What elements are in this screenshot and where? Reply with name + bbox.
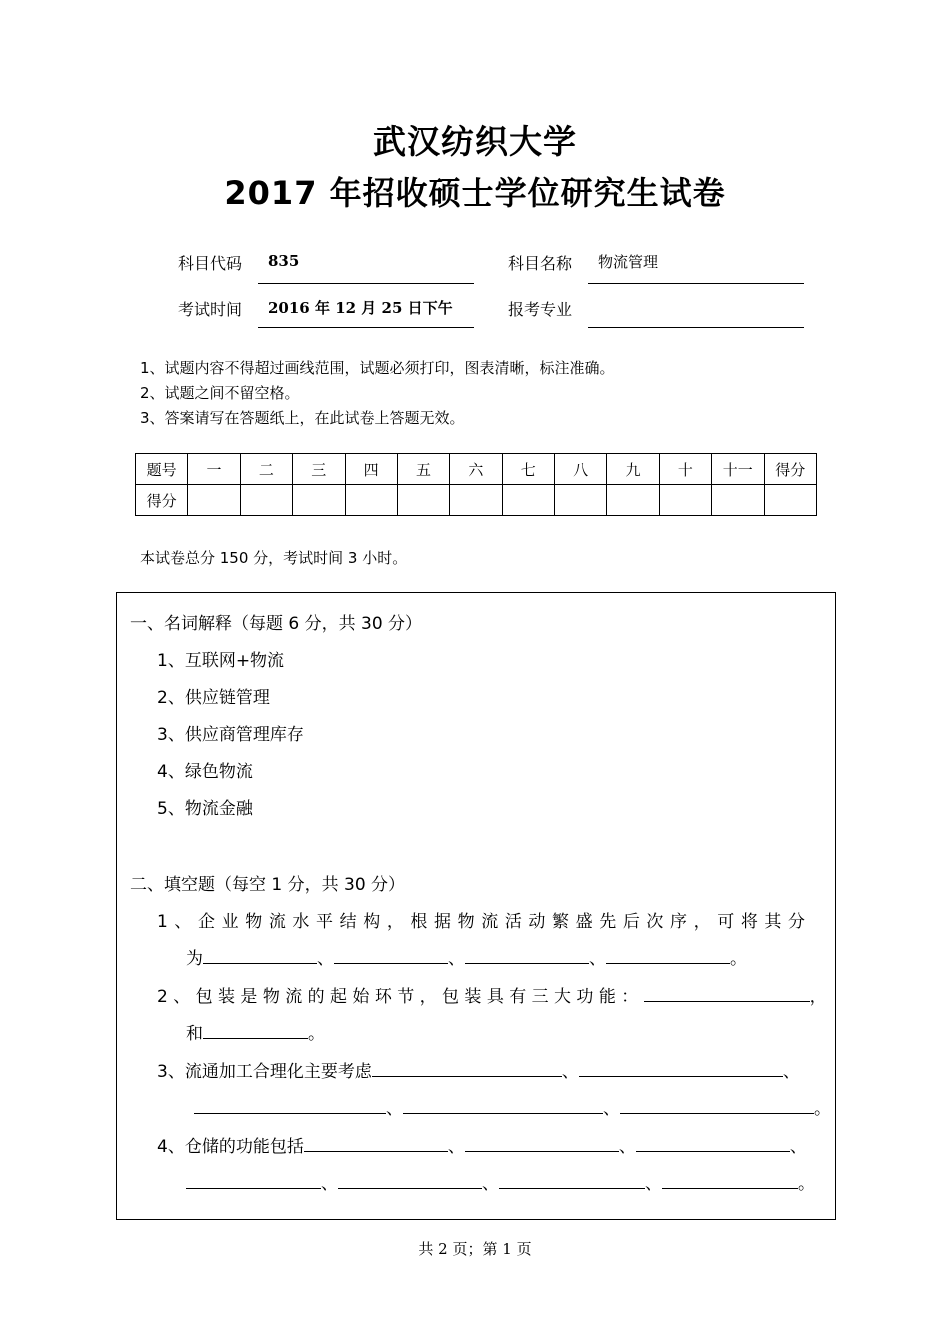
comma: ， <box>809 987 827 1007</box>
note-2: 2、试题之间不留空格。 <box>140 384 300 402</box>
score-header-cell: 九 <box>607 454 659 485</box>
score-row-label: 得分 <box>136 485 188 516</box>
end-mark: 。 <box>798 1174 815 1194</box>
q4-blank-1 <box>304 1133 448 1152</box>
q1-text: 1、企业物流水平结构，根据物流活动繁盛先后次序，可将其分 <box>157 912 812 932</box>
score-cell <box>188 485 240 516</box>
section1-title: 一、名词解释（每题 6 分，共 30 分） <box>130 614 423 634</box>
total-note: 本试卷总分 150 分，考试时间 3 小时。 <box>140 549 408 567</box>
exam-time-underline <box>258 327 474 328</box>
score-table-header-row <box>136 454 817 485</box>
score-cell <box>555 485 607 516</box>
subject-name-value: 物流管理 <box>598 253 659 271</box>
separator: 、 <box>321 1174 338 1194</box>
score-cell <box>502 485 554 516</box>
score-header-cell: 二 <box>240 454 292 485</box>
end-mark: 。 <box>814 1099 831 1119</box>
note-3: 3、答案请写在答题纸上，在此试卷上答题无效。 <box>140 409 465 427</box>
separator: 、 <box>789 1137 807 1157</box>
section1-item-4: 4、绿色物流 <box>157 762 253 782</box>
university-title: 武汉纺织大学 <box>373 122 577 161</box>
score-cell <box>712 485 764 516</box>
q3-blank-3 <box>194 1095 386 1114</box>
separator: 、 <box>782 1062 800 1082</box>
score-header-cell: 十 <box>659 454 711 485</box>
score-header-cell: 五 <box>397 454 449 485</box>
score-cell <box>764 485 817 516</box>
end-mark: 。 <box>730 949 747 969</box>
q3-line1 <box>157 1057 800 1082</box>
separator: 、 <box>561 1062 579 1082</box>
q1-blank-3 <box>465 945 589 964</box>
q2-blank-2 <box>203 1020 308 1039</box>
section1-item-2: 2、供应链管理 <box>157 688 270 708</box>
subject-name-underline <box>588 283 804 284</box>
separator: 、 <box>589 949 606 969</box>
q2-text: 2、包装是物流的起始环节，包装具有三大功能： <box>157 987 644 1007</box>
separator: 、 <box>618 1137 636 1157</box>
separator: 、 <box>317 949 334 969</box>
score-header-cell: 七 <box>502 454 554 485</box>
section2-title: 二、填空题（每空 1 分，共 30 分） <box>130 875 406 895</box>
score-cell <box>607 485 659 516</box>
q3-blank-5 <box>620 1095 814 1114</box>
separator: 、 <box>386 1099 403 1119</box>
q4-blank-6 <box>499 1170 645 1189</box>
page-footer: 共 2 页；第 1 页 <box>418 1240 532 1258</box>
exam-time-label: 考试时间 <box>178 300 243 319</box>
exam-title: 2017 年招收硕士学位研究生试卷 <box>224 174 726 212</box>
score-header-cell: 得分 <box>764 454 817 485</box>
score-cell <box>240 485 292 516</box>
score-header-cell: 六 <box>450 454 502 485</box>
subject-code-underline <box>258 283 474 284</box>
score-table-score-row <box>136 485 817 516</box>
q1-blank-1 <box>203 945 317 964</box>
subject-code-value: 835 <box>268 252 300 270</box>
q1-blank-2 <box>334 945 448 964</box>
score-header-cell: 十一 <box>712 454 764 485</box>
score-cell <box>345 485 397 516</box>
q1-cont: 为 <box>186 949 203 969</box>
major-underline <box>588 327 804 328</box>
subject-code-label: 科目代码 <box>178 254 243 273</box>
score-header-cell: 四 <box>345 454 397 485</box>
q4-blank-7 <box>662 1170 798 1189</box>
q3-line2 <box>194 1094 831 1119</box>
q1-line2 <box>186 944 747 969</box>
score-cell <box>397 485 449 516</box>
separator: 、 <box>603 1099 620 1119</box>
q4-text: 4、仓储的功能包括 <box>157 1137 304 1157</box>
score-table <box>135 453 817 516</box>
q2-blank-1 <box>644 983 810 1002</box>
q4-blank-2 <box>465 1133 619 1152</box>
score-header-cell: 一 <box>188 454 240 485</box>
section1-item-3: 3、供应商管理库存 <box>157 725 304 745</box>
note-1: 1、试题内容不得超过画线范围，试题必须打印，图表清晰，标注准确。 <box>140 359 615 377</box>
q4-blank-5 <box>338 1170 482 1189</box>
separator: 、 <box>482 1174 499 1194</box>
score-cell <box>450 485 502 516</box>
score-cell <box>659 485 711 516</box>
q4-line1 <box>157 1132 807 1157</box>
q2-cont: 和 <box>186 1024 203 1044</box>
major-label: 报考专业 <box>508 300 573 319</box>
q3-blank-4 <box>403 1095 603 1114</box>
q4-blank-3 <box>636 1133 790 1152</box>
q1-blank-4 <box>606 945 730 964</box>
score-header-cell: 八 <box>555 454 607 485</box>
q3-text: 3、流通加工合理化主要考虑 <box>157 1062 372 1082</box>
score-cell <box>293 485 345 516</box>
separator: 、 <box>448 949 465 969</box>
q2-line1 <box>157 982 827 1007</box>
exam-time-value: 2016 年 12 月 25 日下午 <box>268 299 453 317</box>
q3-blank-2 <box>579 1058 783 1077</box>
section1-item-1: 1、互联网+物流 <box>157 651 285 671</box>
score-header-cell: 三 <box>293 454 345 485</box>
q2-line2 <box>186 1019 325 1044</box>
score-header-cell: 题号 <box>136 454 188 485</box>
separator: 、 <box>645 1174 662 1194</box>
q4-line2 <box>186 1169 815 1194</box>
q3-blank-1 <box>372 1058 562 1077</box>
section1-item-5: 5、物流金融 <box>157 799 253 819</box>
separator: 、 <box>447 1137 465 1157</box>
end-mark: 。 <box>308 1024 325 1044</box>
q4-blank-4 <box>186 1170 321 1189</box>
subject-name-label: 科目名称 <box>508 254 573 273</box>
